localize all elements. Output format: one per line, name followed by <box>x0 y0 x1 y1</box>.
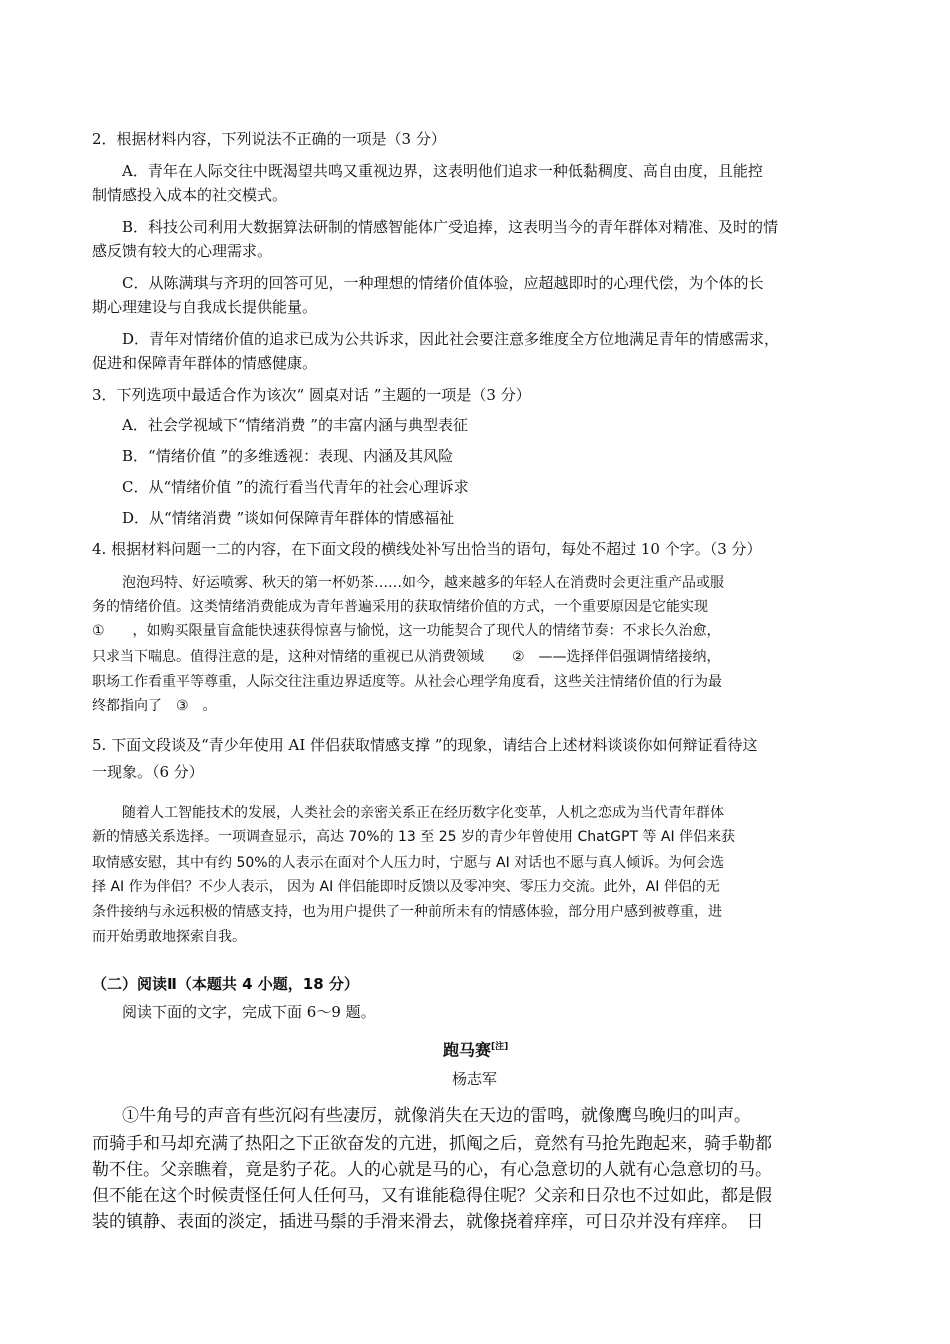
q2-option-a-line1: A．青年在人际交往中既渴望共鸣又重视边界，这表明他们追求一种低黏稠度、高自由度，且能控 <box>122 162 763 180</box>
q5-passage-line5: 条件接纳与永远积极的情感支持，也为用户提供了一种前所未有的情感体验，部分用户感到被尊重，进 <box>92 904 722 920</box>
q3-option-c: C．从“情绪价值 ”的流行看当代青年的社会心理诉求 <box>122 478 469 496</box>
story-line5: 装的镇静、表面的淡定，插进马鬃的手滑来滑去，就像挠着痒痒，可日尕并没有痒痒。 日 <box>92 1212 764 1232</box>
story-line4: 但不能在这个时候责怪任何人任何马，又有谁能稳得住呢？父亲和日尕也不过如此，都是假 <box>92 1186 772 1206</box>
q5-passage-line3: 取情感安慰，其中有约 50%的人表示在面对个人压力时，宁愿与 AI 对话也不愿与真人倾诉。为何会选 <box>92 855 725 871</box>
q2-option-d-line2: 促进和保障青年群体的情感健康。 <box>92 354 318 372</box>
story-title-note: [注] <box>491 1042 509 1052</box>
q3-option-b: B．“情绪价值 ”的多维透视：表现、内涵及其风险 <box>122 447 454 465</box>
story-title <box>443 1036 508 1061</box>
q3-option-a: A．社会学视域下“情绪消费 ”的丰富内涵与典型表征 <box>122 416 468 434</box>
q2-option-b-line1: B．科技公司利用大数据算法研制的情感智能体广受追捧，这表明当今的青年群体对精准、及时的情 <box>122 218 779 236</box>
story-title-text: 跑马赛 <box>443 1040 492 1060</box>
q4-passage-line4: 只求当下喘息。值得注意的是，这种对情绪的重视已从消费领域 ② ——选择伴侣强调情绪接纳， <box>92 649 721 665</box>
q4-passage-line6: 终都指向了 ③ 。 <box>92 698 217 714</box>
q5-passage-line4: 择 AI 作为伴侣？不少人表示， 因为 AI 伴侣能即时反馈以及零冲突、零压力交流。此外，AI 伴侣的无 <box>92 879 720 895</box>
q2-option-c-line2: 期心理建设与自我成长提供能量。 <box>92 298 318 316</box>
q2-stem: 2．根据材料内容，下列说法不正确的一项是（3 分） <box>92 130 446 148</box>
q5-stem-line1: 5. 下面文段谈及“青少年使用 AI 伴侣获取情感支撑 ”的现象，请结合上述材料谈谈你如何辩证看待这 <box>92 736 758 754</box>
story-author: 杨志军 <box>452 1070 498 1088</box>
section2-instruction: 阅读下面的文字，完成下面 6～9 题。 <box>122 1003 376 1021</box>
q3-option-d: D．从“情绪消费 ”谈如何保障青年群体的情感福祉 <box>122 509 455 527</box>
q4-passage-line2: 务的情绪价值。这类情绪消费能成为青年普遍采用的获取情绪价值的方式，一个重要原因是它能实现 <box>92 599 708 615</box>
q2-option-c-line1: C．从陈满琪与齐玥的回答可见，一种理想的情绪价值体验，应超越即时的心理代偿，为个体的长 <box>122 274 764 292</box>
story-line2: 而骑手和马却充满了热阳之下正欲奋发的亢进，抓阄之后，竟然有马抢先跑起来，骑手勒都 <box>92 1134 772 1154</box>
q2-option-d-line1: D．青年对情绪价值的追求已成为公共诉求，因此社会要注意多维度全方位地满足青年的情感需求， <box>122 330 780 348</box>
q2-option-a-line2: 制情感投入成本的社交模式。 <box>92 186 288 204</box>
q5-passage-line1: 随着人工智能技术的发展，人类社会的亲密关系正在经历数字化变革，人机之恋成为当代青年群体 <box>122 805 724 821</box>
q2-option-b-line2: 感反馈有较大的心理需求。 <box>92 242 273 260</box>
q4-stem: 4. 根据材料问题一二的内容，在下面文段的横线处补写出恰当的语句，每处不超过 10 个字。（3 分） <box>92 540 762 558</box>
q4-passage-line5: 职场工作看重平等尊重，人际交往注重边界适度等。从社会心理学角度看，这些关注情绪价值的行为最 <box>92 674 722 690</box>
q4-passage-line3: ① ，如购买限量盲盒能快速获得惊喜与愉悦，这一功能契合了现代人的情绪节奏：不求长久治愈， <box>92 623 721 639</box>
q4-passage-line1: 泡泡玛特、好运喷雾、秋天的第一杯奶茶……如今，越来越多的年轻人在消费时会更注重产品或服 <box>122 575 724 591</box>
story-line3: 勒不住。父亲瞧着，竟是豹子花。人的心就是马的心，有心急意切的人就有心急意切的马。 <box>92 1160 772 1180</box>
q5-passage-line6: 而开始勇敢地探索自我。 <box>92 929 246 945</box>
q3-stem: 3．下列选项中最适合作为该次“ 圆桌对话 ”主题的一项是（3 分） <box>92 386 531 404</box>
q5-passage-line2: 新的情感关系选择。一项调查显示，高达 70%的 13 至 25 岁的青少年曾使用 ChatGPT 等 AI 伴侣来获 <box>92 829 736 845</box>
story-line1: ①牛角号的声音有些沉闷有些凄厉，就像消失在天边的雷鸣，就像鹰鸟晚归的叫声。 <box>122 1106 751 1126</box>
q5-stem-line2: 一现象。（6 分） <box>92 763 204 781</box>
section2-heading: （二）阅读Ⅱ（本题共 4 小题，18 分） <box>92 975 359 993</box>
